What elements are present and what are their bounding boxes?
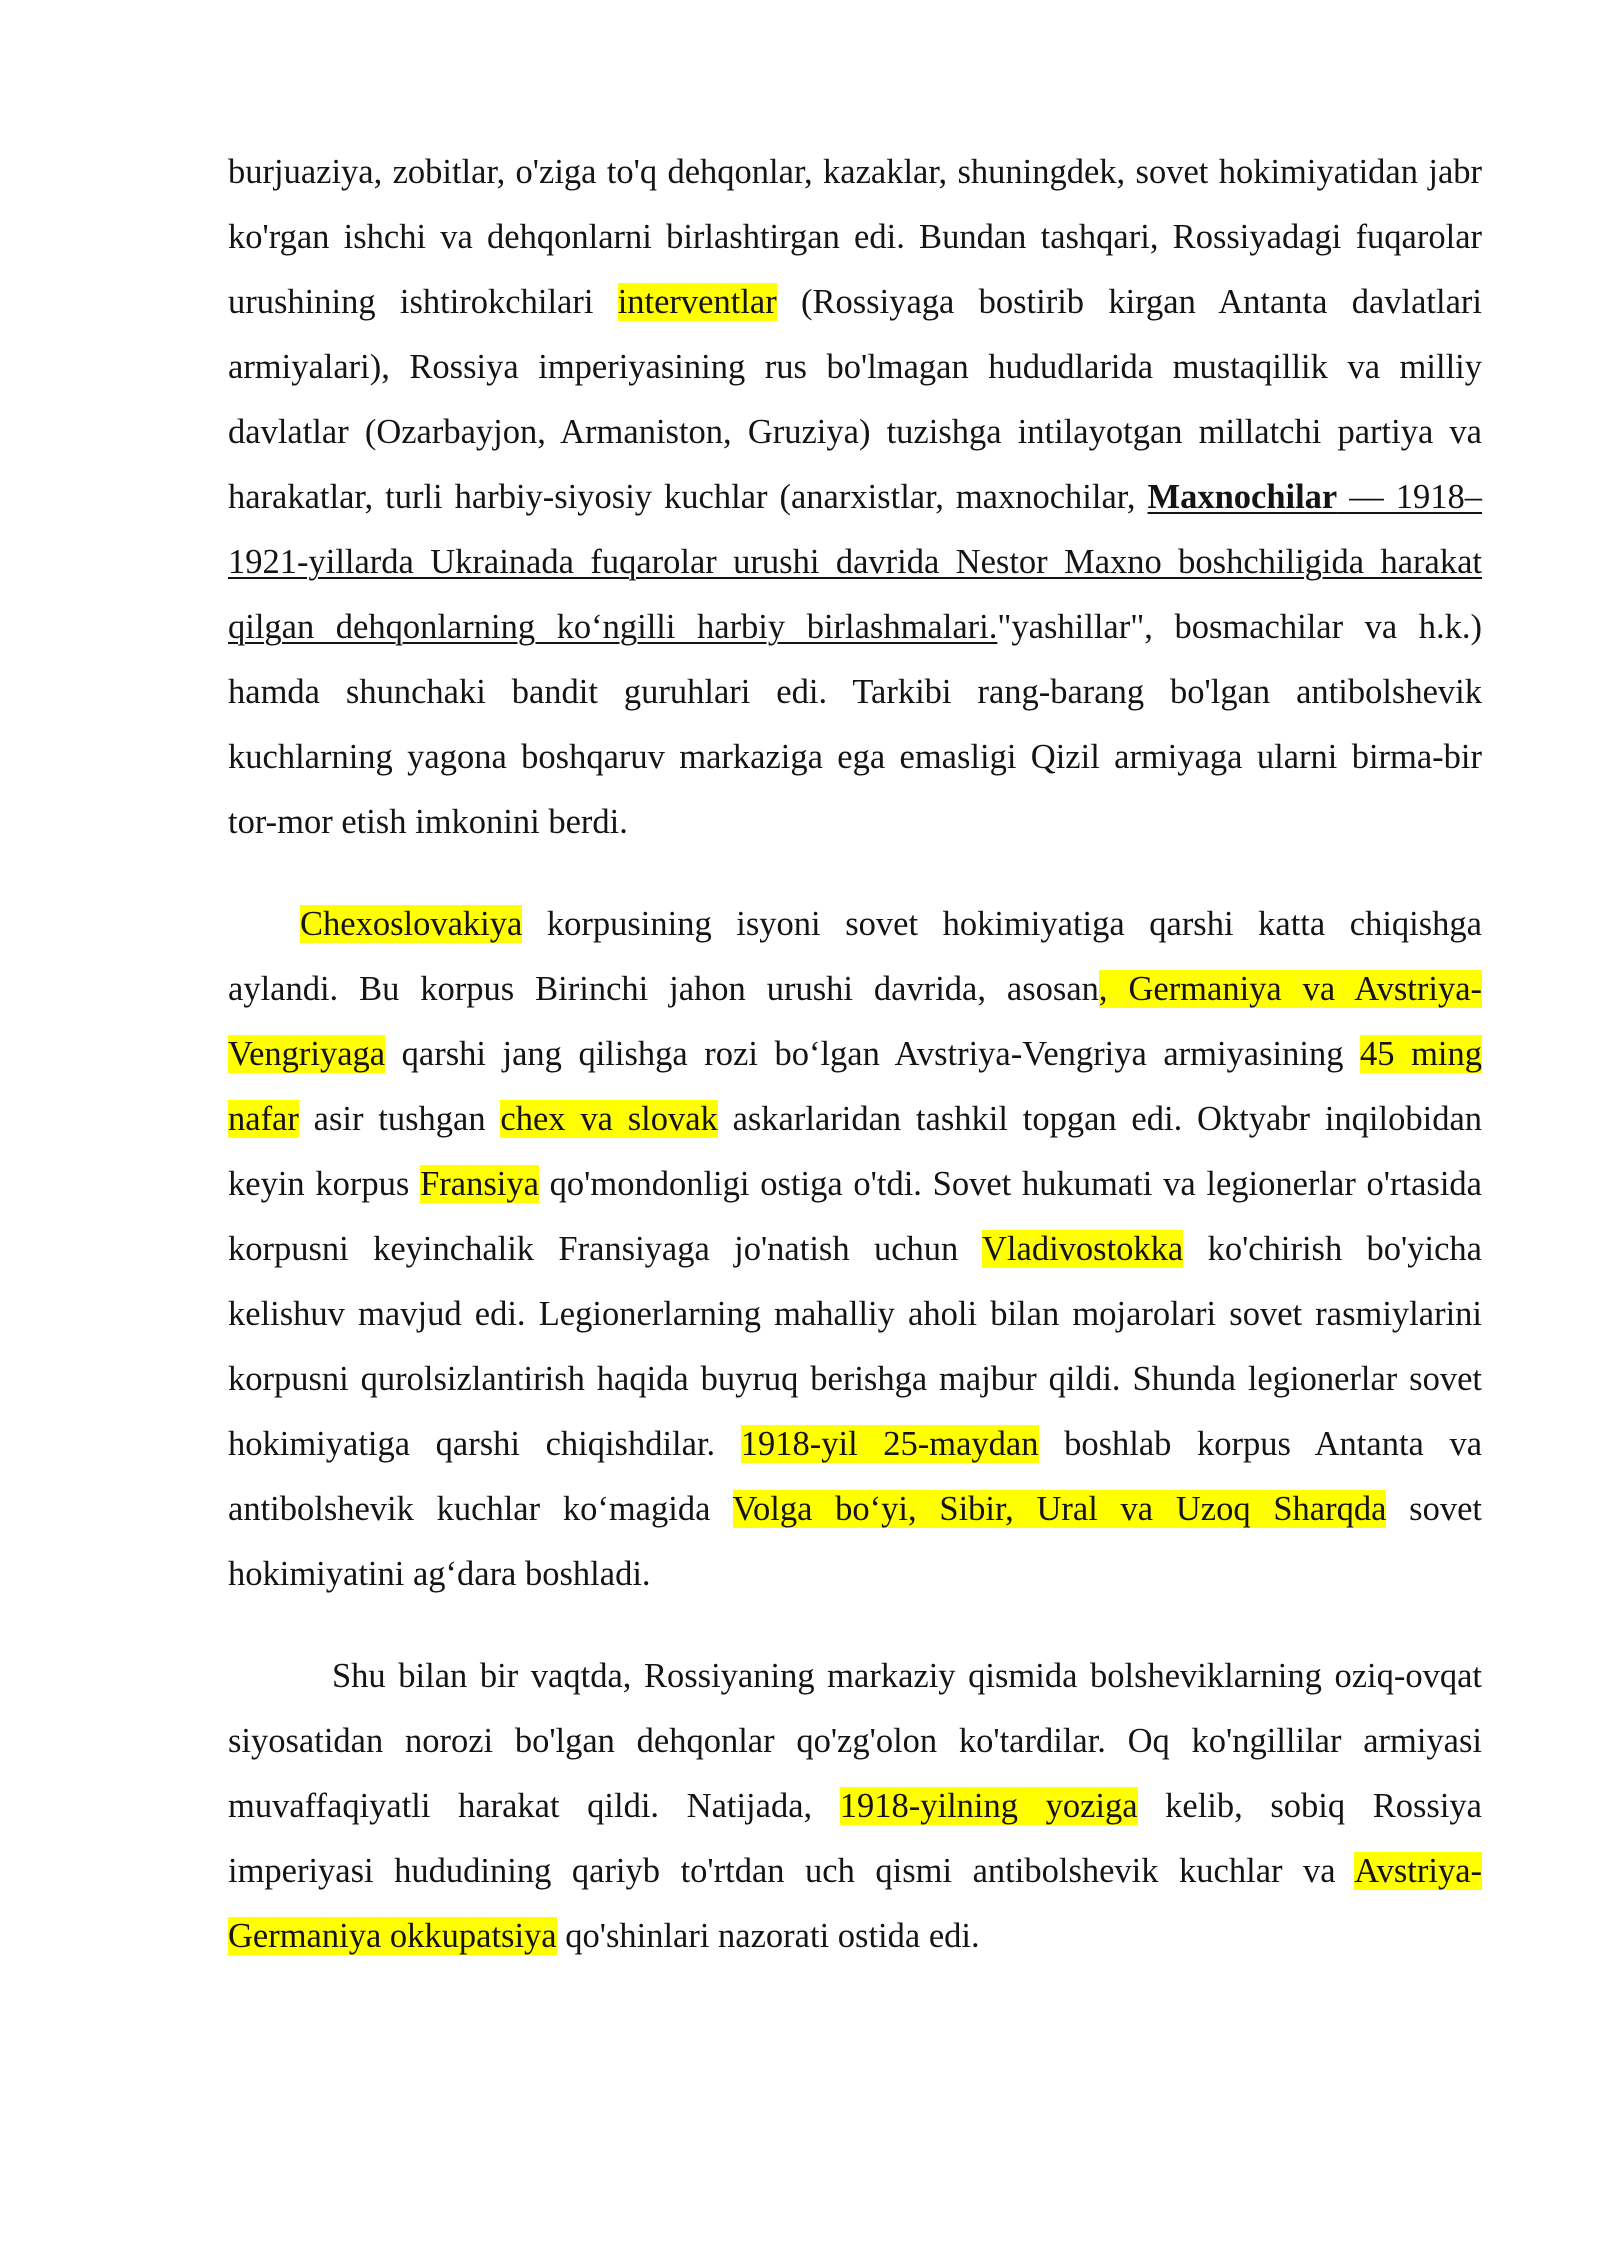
text-run: qo'mondonligi ostiga o'tdi. Sovet hukumati va legionerlar o'rtasida korpusni keyinchalik Fransiyaga jo'natish uchun xyxy=(228,1165,1482,1268)
text-run: ko'chirish bo'yicha kelishuv mavjud edi. Legionerlarning mahalliy aholi bilan mojarolari sovet rasmiylarini korpusni qurolsizlantirish haqida buyruq berishga majbur qildi. Shunda legionerlar sovet hokimiyatiga qarshi chiqishdilar. xyxy=(228,1230,1482,1463)
text-run: asir tushgan xyxy=(298,1100,501,1138)
paragraph-3 xyxy=(228,1644,1482,1969)
highlighted-term: 1918-yilning yoziga xyxy=(839,1787,1138,1825)
highlighted-term: 45 ming nafar xyxy=(228,1035,1482,1138)
text-run: (Rossiyaga bostirib kirgan Antanta davlatlari armiyalari), Rossiya imperiyasining rus bo'lmagan hududlarida mustaqillik va milliy davlatlar (Ozarbayjon, Armaniston, Gruziya) tuzishga intilayotgan millatchi partiya va harakatlar, turli harbiy-siyosiy kuchlar (anarxistlar, maxnochilar, xyxy=(228,283,1482,516)
text-run: kelib, sobiq Rossiya imperiyasi hududining qariyb to'rtdan uch qismi antibolshevik kuchlar va xyxy=(228,1787,1482,1890)
highlighted-term: Chexoslovakiya xyxy=(300,905,523,943)
text-run: "yashillar", bosmachilar va h.k.) hamda shunchaki bandit guruhlari edi. Tarkibi rang-barang bo'lgan antibolshevik kuchlarning yagona boshqaruv markaziga ega emasligi Qizil armiyaga ularni birma-bir tor-mor etish imkonini berdi. xyxy=(228,608,1482,841)
text-run: burjuaziya, zobitlar, o'ziga to'q dehqonlar, kazaklar, shuningdek, sovet hokimiyatidan jabr ko'rgan ishchi va dehqonlarni birlashtirgan edi. Bundan tashqari, Rossiyadagi fuqarolar urushining ishtirokchilari xyxy=(228,153,1482,321)
footnote-term: Maxnochilar xyxy=(1147,478,1338,516)
text-run: korpusining isyoni sovet hokimiyatiga qarshi katta chiqishga aylandi. Bu korpus Birinchi jahon urushi davrida, asosan xyxy=(228,905,1482,1008)
highlighted-term: Volga bo‘yi, Sibir, Ural va Uzoq Sharqda xyxy=(732,1490,1387,1528)
text-run: qo'shinlari nazorati ostida edi. xyxy=(556,1917,980,1955)
text-run: Shu bilan bir vaqtda, Rossiyaning markaziy qismida bolsheviklarning oziq-ovqat siyosatidan norozi bo'lgan dehqonlar qo'zg'olon ko'tardilar. Oq ko'ngillilar armiyasi muvaffaqiyatli harakat qildi. Natijada, xyxy=(228,1657,1482,1825)
paragraph-2 xyxy=(228,892,1482,1607)
document-body xyxy=(228,140,1482,1969)
highlighted-term: Avstriya-Germaniya okkupatsiya xyxy=(228,1852,1482,1955)
text-run: qarshi jang qilishga rozi bo‘lgan Avstriya-Vengriya armiyasining xyxy=(385,1035,1361,1073)
highlighted-term: Vladivostokka xyxy=(982,1230,1184,1268)
paragraph-1 xyxy=(228,140,1482,855)
highlighted-term: interventlar xyxy=(617,283,777,321)
highlighted-term: 1918-yil 25-maydan xyxy=(740,1425,1039,1463)
highlighted-term: Fransiya xyxy=(420,1165,539,1203)
text-run: askarlaridan tashkil topgan edi. Oktyabr inqilobidan keyin korpus xyxy=(228,1100,1483,1203)
text-run: boshlab korpus Antanta va antibolshevik kuchlar ko‘magida xyxy=(228,1425,1483,1528)
highlighted-term: , Germaniya va Avstriya-Vengriyaga xyxy=(228,970,1482,1073)
text-run: sovet hokimiyatini ag‘dara boshladi. xyxy=(228,1490,1482,1593)
highlighted-term: chex va slovak xyxy=(500,1100,718,1138)
footnote-definition: — 1918–1921-yillarda Ukrainada fuqarolar urushi davrida Nestor Maxno boshchiligida harakat qilgan dehqonlarning ko‘ngilli harbiy birlashmalari. xyxy=(228,478,1483,646)
